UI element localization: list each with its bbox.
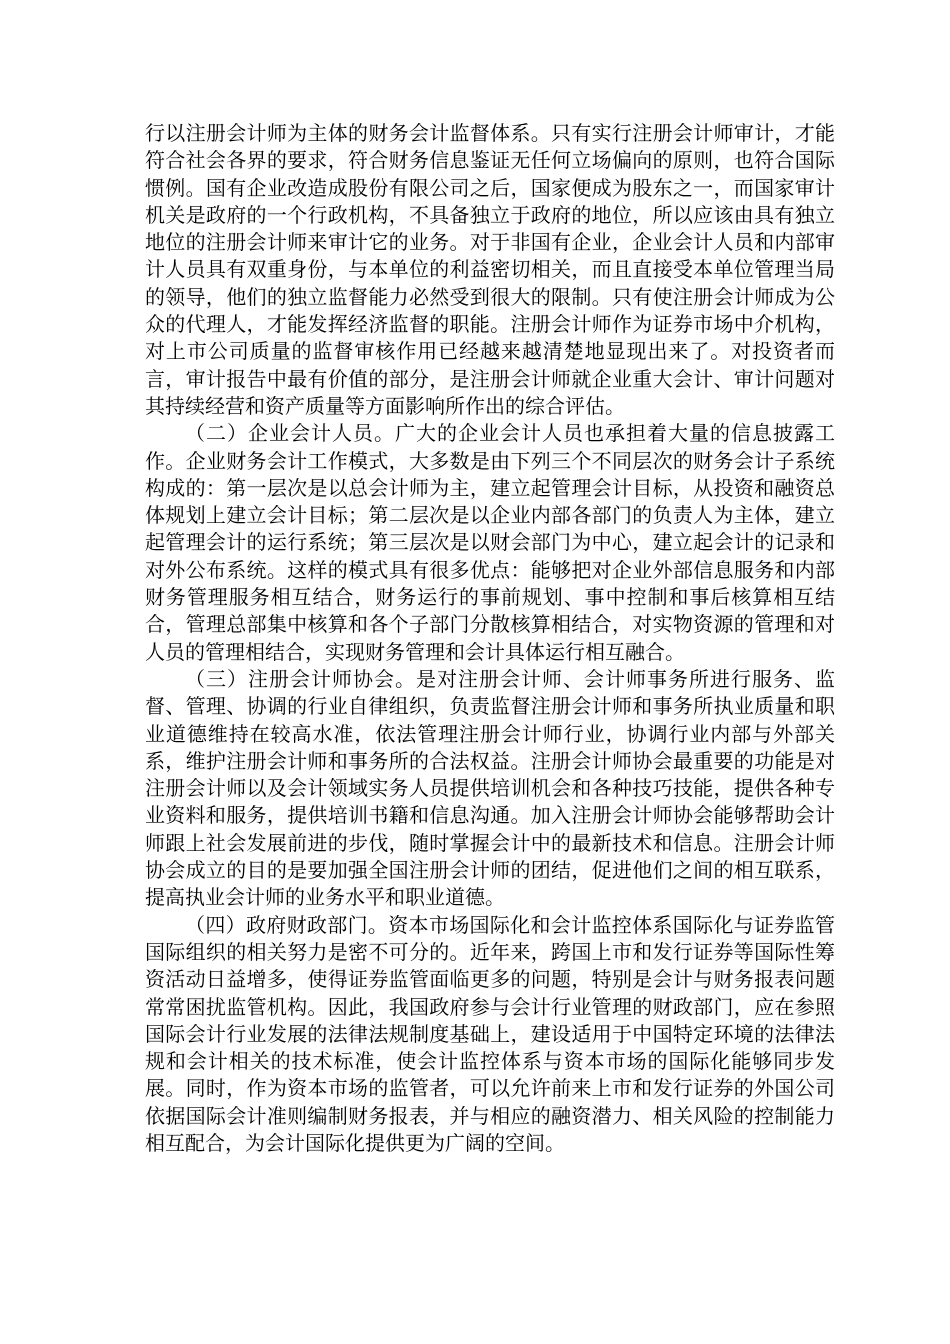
paragraph-enterprise-accountants: （二）企业会计人员。广大的企业会计人员也承担着大量的信息披露工作。企业财务会计工作模式，大多数是由下列三个不同层次的财务会计子系统构成的：第一层次是以总会计师为主，建立起管理会计目标，从投资和融资总体规划上建立会计目标；第二层次是以企业内部各部门的负责人为主体，建立起管理会计的运行系统；第三层次是以财会部门为中心，建立起会计的记录和对外公布系统。这样的模式具有很多优点：能够把对企业外部信息服务和内部财务管理服务相互结合，财务运行的事前规划、事中控制和事后核算相互结合，管理总部集中核算和各个子部门分散核算相结合，对实物资源的管理和对人员的管理相结合，实现财务管理和会计具体运行相互融合。 [145,421,835,664]
paragraph-government-finance: （四）政府财政部门。资本市场国际化和会计监控体系国际化与证券监管国际组织的相关努力是密不可分的。近年来，跨国上市和发行证券等国际性筹资活动日益增多，使得证券监管面临更多的问题，特别是会计与财务报表问题常常困扰监管机构。因此，我国政府参与会计行业管理的财政部门，应在参照国际会计行业发展的法律法规制度基础上，建设适用于中国特定环境的法律法规和会计相关的技术标准，使会计监控体系与资本市场的国际化能够同步发展。同时，作为资本市场的监管者，可以允许前来上市和发行证券的外国公司依据国际会计准则编制财务报表，并与相应的融资潜力、相关风险的控制能力相互配合，为会计国际化提供更为广阔的空间。 [145,912,835,1155]
document-page [145,120,835,1157]
paragraph-cpa-association: （三）注册会计师协会。是对注册会计师、会计师事务所进行服务、监督、管理、协调的行业自律组织，负责监督注册会计师和事务所执业质量和职业道德维持在较高水准，依法管理注册会计师行业，协调行业内部与外部关系，维护注册会计师和事务所的合法权益。注册会计师协会最重要的功能是对注册会计师以及会计领域实务人员提供培训机会和各种技巧技能，提供各种专业资料和服务，提供培训书籍和信息沟通。加入注册会计师协会能够帮助会计师跟上社会发展前进的步伐，随时掌握会计中的最新技术和信息。注册会计师协会成立的目的是要加强全国注册会计师的团结，促进他们之间的相互联系，提高执业会计师的业务水平和职业道德。 [145,666,835,910]
paragraph-continued-cpa-audit: 行以注册会计师为主体的财务会计监督体系。只有实行注册会计师审计，才能符合社会各界的要求，符合财务信息鉴证无任何立场偏向的原则，也符合国际惯例。国有企业改造成股份有限公司之后，国家便成为股东之一，而国家审计机关是政府的一个行政机构，不具备独立于政府的地位，所以应该由具有独立地位的注册会计师来审计它的业务。对于非国有企业，企业会计人员和内部审计人员具有双重身份，与本单位的利益密切相关，而且直接受本单位管理当局的领导，他们的独立监督能力必然受到很大的限制。只有使注册会计师成为公众的代理人，才能发挥经济监督的职能。注册会计师作为证券市场中介机构，对上市公司质量的监督审核作用已经越来越清楚地显现出来了。对投资者而言，审计报告中最有价值的部分，是注册会计师就企业重大会计、审计问题对其持续经营和资产质量等方面影响所作出的综合评估。 [145,121,835,418]
